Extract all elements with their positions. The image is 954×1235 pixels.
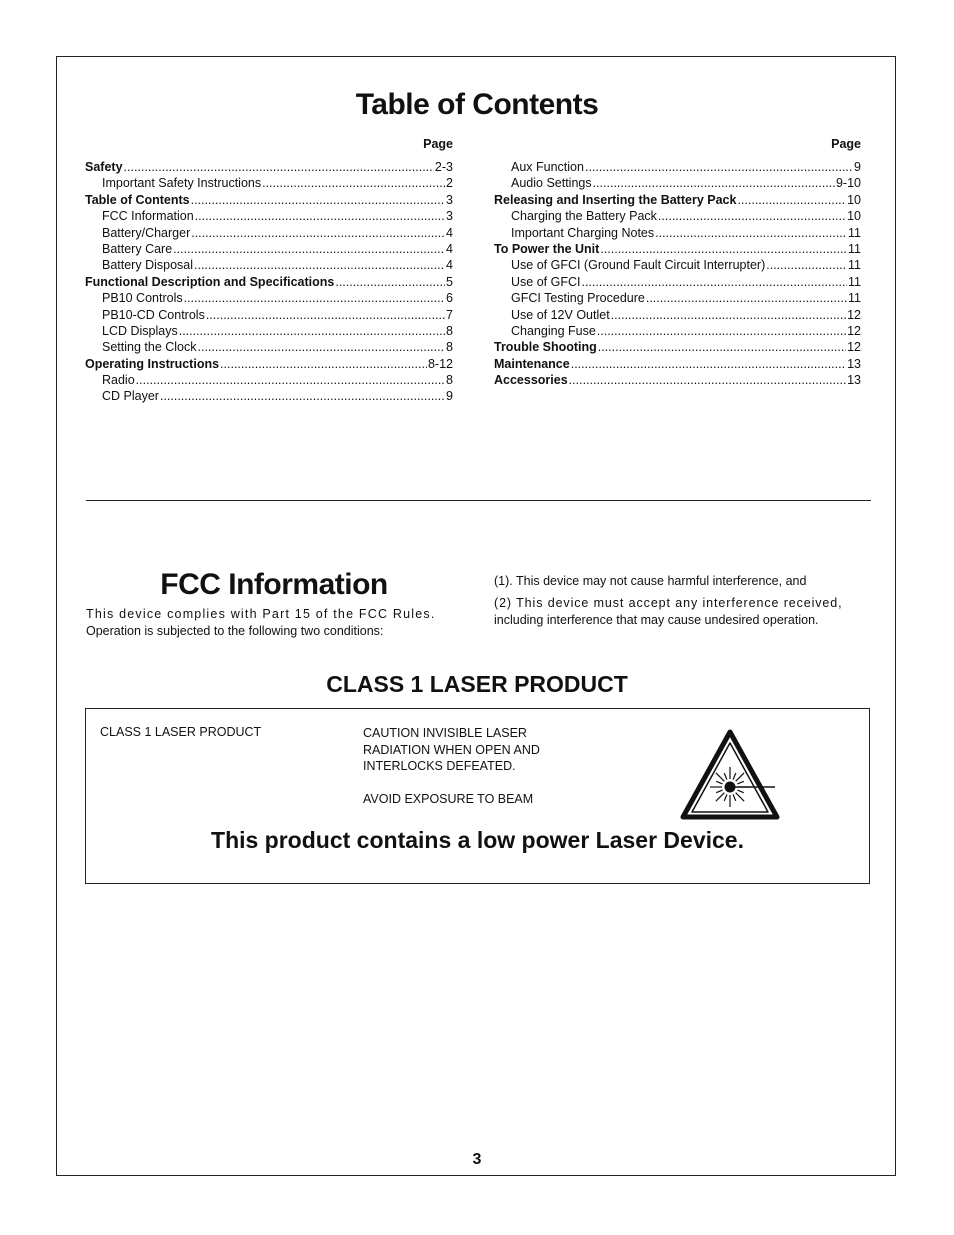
toc-leader-dots <box>655 225 847 241</box>
toc-entry-label: Important Charging Notes <box>511 225 655 240</box>
toc-entry-label: Battery/Charger <box>102 225 191 240</box>
fcc-intro-line1: This device complies with Part 15 of the FCC Rules. <box>86 607 436 621</box>
toc-entry <box>85 192 453 208</box>
toc-entry-label: Use of GFCI (Ground Fault Circuit Interrupter) <box>511 258 766 273</box>
toc-leader-dots <box>220 356 427 372</box>
toc-entry <box>85 208 453 224</box>
toc-entry <box>494 192 861 208</box>
toc-entry <box>85 307 453 323</box>
toc-entry-label: Use of 12V Outlet <box>511 307 610 322</box>
toc-entry <box>494 175 861 191</box>
toc-entry-page: 12 <box>847 340 861 355</box>
toc-entry <box>494 274 861 290</box>
laser-notice-box <box>85 708 870 884</box>
toc-entry-page: 4 <box>446 225 453 240</box>
toc-entry <box>85 175 453 191</box>
laser-class-heading: CLASS 1 LASER PRODUCT <box>326 671 628 697</box>
fcc-condition-1: (1). This device may not cause harmful interference, and <box>494 574 807 588</box>
toc-leader-dots <box>206 307 445 323</box>
toc-entry <box>85 323 453 339</box>
toc-entry <box>85 388 453 404</box>
toc-entry-page: 9 <box>854 160 861 174</box>
toc-leader-dots <box>191 192 445 208</box>
toc-leader-dots <box>191 225 445 241</box>
toc-leader-dots <box>136 372 445 388</box>
toc-entry-page: 2 <box>446 176 453 191</box>
toc-entry-page: 5 <box>446 274 453 289</box>
toc-entry <box>494 290 861 306</box>
toc-entry-label: PB10 Controls <box>102 291 183 306</box>
toc-entry <box>85 372 453 388</box>
toc-entry-page: 11 <box>848 225 861 240</box>
toc-entry <box>85 225 453 241</box>
toc-entry <box>494 208 861 224</box>
toc-leader-dots <box>585 159 853 175</box>
toc-entry-page: 10 <box>847 192 861 207</box>
toc-entry-label: To Power the Unit <box>494 241 600 256</box>
toc-entry-label: Important Safety Instructions <box>102 176 262 191</box>
toc-leader-dots <box>179 323 445 339</box>
toc-entry-page: 11 <box>848 258 861 273</box>
toc-leader-dots <box>598 339 846 355</box>
toc-entry <box>494 307 861 323</box>
toc-leader-dots <box>173 241 445 257</box>
toc-leader-dots <box>569 372 846 388</box>
laser-box-label: CLASS 1 LASER PRODUCT <box>100 725 262 739</box>
toc-entry-label: Battery Care <box>102 241 173 256</box>
toc-leader-dots <box>198 339 446 355</box>
toc-entry-label: Operating Instructions <box>85 356 220 371</box>
toc-entry <box>85 241 453 257</box>
toc-entry-page: 9 <box>446 389 453 404</box>
toc-entry <box>494 372 861 388</box>
fcc-intro-line2: Operation is subjected to the following two conditions: <box>86 623 384 638</box>
caution-line: RADIATION WHEN OPEN AND <box>363 742 540 757</box>
toc-entry-label: Battery Disposal <box>102 258 194 273</box>
toc-entry-label: Maintenance <box>494 356 570 371</box>
toc-entry <box>494 241 861 257</box>
toc-entry-label: Setting the Clock <box>102 340 197 355</box>
fcc-condition-2-line2: including interference that may cause undesired operation. <box>494 612 819 627</box>
fcc-condition-2 <box>494 595 869 628</box>
toc-entry-page: 2-3 <box>434 160 453 174</box>
toc-entry-page: 12 <box>847 307 861 322</box>
page-number: 3 <box>472 1151 482 1168</box>
toc-entry <box>85 290 453 306</box>
toc-entry <box>85 356 453 372</box>
toc-entry-page: 3 <box>446 209 453 224</box>
toc-entry-label: Aux Function <box>511 160 584 174</box>
toc-entry-label: Charging the Battery Pack <box>511 209 657 224</box>
toc-entry <box>494 323 861 339</box>
toc-entry-page: 8 <box>446 373 453 388</box>
toc-entry-label: PB10-CD Controls <box>102 307 205 322</box>
toc-entry-page: 4 <box>446 241 453 256</box>
toc-entry-label: Functional Description and Specifications <box>85 274 335 289</box>
caution-line: CAUTION INVISIBLE LASER <box>363 726 527 740</box>
toc-leader-dots <box>581 274 847 290</box>
toc-entry-label: Trouble Shooting <box>494 340 597 355</box>
toc-leader-dots <box>766 257 847 273</box>
toc-leader-dots <box>600 241 847 257</box>
toc-entry <box>85 159 453 175</box>
toc-column-left <box>85 137 453 405</box>
toc-leader-dots <box>658 208 846 224</box>
toc-entry-page: 8 <box>446 340 453 355</box>
laser-caution-text <box>363 725 540 808</box>
toc-entry-label: Safety <box>85 160 123 174</box>
toc-leader-dots <box>194 257 445 273</box>
toc-leader-dots <box>195 208 445 224</box>
fcc-intro <box>86 606 462 639</box>
toc-leader-dots <box>124 159 434 175</box>
toc-entry-page: 9-10 <box>835 176 861 191</box>
toc-entry-page: 8-12 <box>427 356 453 371</box>
toc-leader-dots <box>646 290 847 306</box>
toc-entry-page: 10 <box>847 209 861 224</box>
toc-entry-page: 11 <box>848 291 861 306</box>
toc-entry-label: Use of GFCI <box>511 274 581 289</box>
toc-leader-dots <box>737 192 846 208</box>
toc-entry <box>494 356 861 372</box>
toc-leader-dots <box>593 175 835 191</box>
toc-entry-page: 3 <box>446 192 453 207</box>
avoid-exposure-text: AVOID EXPOSURE TO BEAM <box>363 792 534 806</box>
toc-page-heading: Page <box>423 137 453 151</box>
toc-entry-page: 12 <box>847 323 861 338</box>
toc-list-right <box>494 159 861 388</box>
toc-leader-dots <box>160 388 445 404</box>
laser-statement: This product contains a low power Laser Device. <box>211 827 744 853</box>
toc-entry-label: Audio Settings <box>511 176 592 191</box>
toc-leader-dots <box>262 175 445 191</box>
toc-entry-page: 11 <box>848 241 861 256</box>
toc-entry-page: 6 <box>446 291 453 306</box>
toc-leader-dots <box>335 274 445 290</box>
toc-entry-label: GFCI Testing Procedure <box>511 291 645 306</box>
toc-entry <box>494 339 861 355</box>
toc-entry <box>85 257 453 273</box>
toc-column-right <box>494 137 861 388</box>
toc-leader-dots <box>597 323 846 339</box>
toc-entry-label: Accessories <box>494 373 568 388</box>
toc-page-heading: Page <box>831 137 861 151</box>
toc-entry-page: 4 <box>446 258 453 273</box>
toc-entry-page: 13 <box>847 373 861 388</box>
toc-entry <box>494 257 861 273</box>
toc-title: Table of Contents <box>355 88 599 121</box>
toc-entry <box>494 159 861 175</box>
fcc-title: FCC Information <box>160 568 388 601</box>
section-divider <box>86 500 871 501</box>
toc-leader-dots <box>611 307 846 323</box>
fcc-condition-2-line1: (2) This device must accept any interference received, <box>494 596 843 610</box>
toc-entry-label: FCC Information <box>102 209 194 224</box>
toc-entry-page: 7 <box>446 307 453 322</box>
toc-list-left <box>85 159 453 405</box>
toc-entry <box>85 274 453 290</box>
toc-entry-page: 11 <box>848 274 861 289</box>
toc-entry-label: Changing Fuse <box>511 323 596 338</box>
caution-line: INTERLOCKS DEFEATED. <box>363 759 516 773</box>
toc-entry-page: 8 <box>446 323 453 338</box>
toc-leader-dots <box>571 356 846 372</box>
toc-entry-page: 13 <box>847 356 861 371</box>
toc-entry-label: Table of Contents <box>85 192 190 207</box>
toc-entry-label: Radio <box>102 373 135 388</box>
toc-entry <box>494 225 861 241</box>
laser-warning-icon <box>680 729 780 821</box>
toc-entry-label: CD Player <box>102 389 159 404</box>
toc-entry-label: LCD Displays <box>102 323 178 338</box>
toc-entry <box>85 339 453 355</box>
toc-entry-label: Releasing and Inserting the Battery Pack <box>494 192 737 207</box>
toc-leader-dots <box>184 290 445 306</box>
